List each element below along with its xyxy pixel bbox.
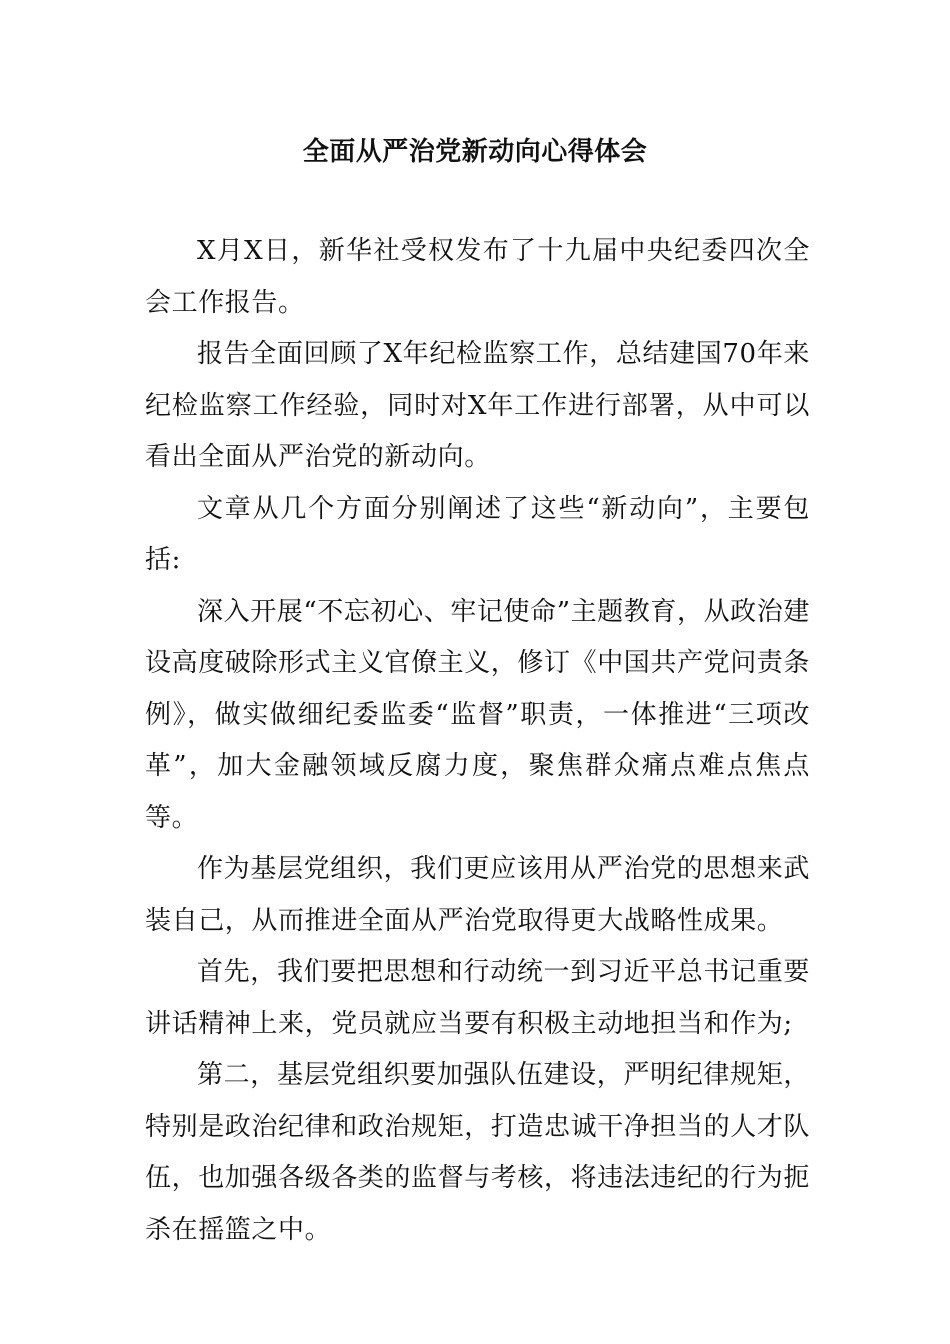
paragraph: X月X日，新华社受权发布了十九届中央纪委四次全会工作报告。 <box>145 236 810 318</box>
paragraph: 首先，我们要把思想和行动统一到习近平总书记重要讲话精神上来，党员就应当要有积极主动地担当和作为; <box>145 957 810 1039</box>
paragraph: 报告全面回顾了X年纪检监察工作，总结建国70年来纪检监察工作经验，同时对X年工作进行部署，从中可以看出全面从严治党的新动向。 <box>145 339 810 472</box>
paragraph: 深入开展“不忘初心、牢记使命”主题教育，从政治建设高度破除形式主义官僚主义，修订《中国共产党问责条例》，做实做细纪委监委“监督”职责，一体推进“三项改革”，加大金融领域反腐力度，聚焦群众痛点难点焦点等。 <box>145 596 811 833</box>
document-body <box>145 226 810 1256</box>
paragraph: 作为基层党组织，我们更应该用从严治党的思想来武装自己，从而推进全面从严治党取得更大战略性成果。 <box>145 854 810 936</box>
paragraph: 文章从几个方面分别阐述了这些“新动向”，主要包括: <box>145 493 810 575</box>
document-title: 全面从严治党新动向心得体会 <box>302 137 648 167</box>
paragraph: 第二，基层党组织要加强队伍建设，严明纪律规矩，特别是政治纪律和政治规矩，打造忠诚干净担当的人才队伍，也加强各级各类的监督与考核，将违法违纪的行为扼杀在摇篮之中。 <box>145 1060 811 1245</box>
